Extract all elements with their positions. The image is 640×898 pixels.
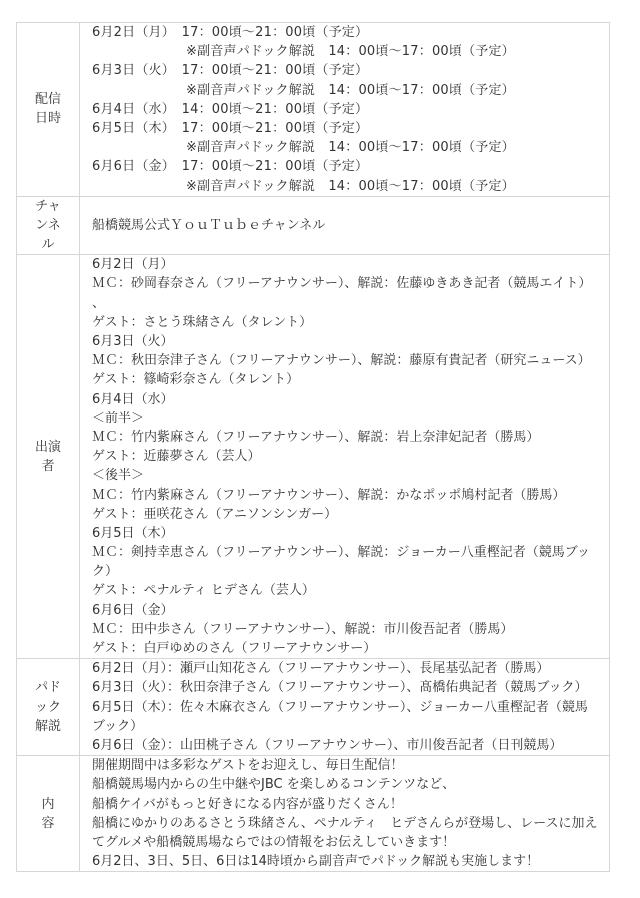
paddock-row [17, 659, 610, 756]
cast-line: ゲスト：ペナルティ ヒデさん（芸人） [92, 583, 315, 599]
schedule-line: ※副音声パドック解説 14：00頃〜17：00頃（予定） [186, 140, 515, 156]
schedule-line: 6月3日（火） 17：00頃〜21：00頃（予定） [92, 63, 369, 79]
schedule-line: ※副音声パドック解説 14：00頃〜17：00頃（予定） [186, 178, 515, 194]
content-description [80, 756, 610, 872]
paddock-label-line: パド [35, 680, 61, 696]
cast-line: ゲスト：さとう珠緒さん（タレント） [92, 314, 313, 330]
content-line: 6月2日、3日、5日、6日は14時頃から副音声でパドック解説も実施します！ [92, 854, 540, 870]
schedule-line: 6月2日（月） 17：00頃〜21：00頃（予定） [92, 25, 369, 40]
schedule-line: 6月4日（水） 14：00頃〜21：00頃（予定） [92, 101, 369, 117]
content-line: 開催期間中は多彩なゲストをお迎えし、毎日生配信！ [92, 758, 404, 774]
paddock-label [17, 659, 80, 756]
schedule-label-line: 配信 [34, 92, 61, 108]
channel-row [17, 196, 610, 255]
cast-label [17, 255, 80, 659]
paddock-line: 6月5日（木）：佐々木麻衣さん（フリーアナウンサー）、ジョーカー八重樫記者（競馬 [92, 699, 588, 715]
cast-line: 、 [92, 295, 106, 311]
cast-line: ゲスト：白戸ゆめのさん（フリーアナウンサー） [92, 641, 377, 656]
channel-name: 船橋競馬公式ＹｏｕＴｕｂｅチャンネル [92, 217, 326, 233]
schedule-line: 6月5日（木） 17：00頃〜21：00頃（予定） [92, 120, 369, 136]
paddock-label-line: ック [34, 699, 61, 715]
event-info-table [16, 22, 610, 872]
cast-label-line: 者 [41, 458, 55, 474]
cast-line: ＜後半＞ [92, 468, 145, 484]
cast-line: ＜前半＞ [92, 410, 145, 426]
schedule-line: 6月6日（金） 17：00頃〜21：00頃（予定） [92, 159, 369, 175]
paddock-line: 6月6日（金）：山田桃子さん（フリーアナウンサー）、市川俊吾記者（日刊競馬） [92, 737, 563, 753]
content-line: 船橋にゆかりのあるさとう珠緒さん、ペナルティ ヒデさんらが登場し、レースに加え [92, 815, 598, 831]
cast-line: 6月6日（金） [92, 602, 174, 618]
cast-line: 6月4日（水） [92, 391, 174, 407]
channel-label-line: ンネ [35, 217, 61, 233]
cast-line: ゲスト：亜咲花さん（アニソンシンガー） [92, 506, 338, 522]
schedule-label [17, 23, 80, 197]
cast-line: ゲスト：近藤夢さん（芸人） [92, 449, 261, 465]
cast-line: ＭＣ：砂岡春奈さん（フリーアナウンサー）、解説：佐藤ゆきあき記者（競馬エイト） [92, 276, 592, 292]
cast-line: 6月3日（火） [92, 334, 174, 349]
cast-line: ＭＣ：竹内紫麻さん（フリーアナウンサー）、解説：かなポッポ鳩村記者（勝馬） [92, 487, 566, 503]
schedule-label-line: 日時 [34, 111, 61, 127]
cast-line: ク） [92, 564, 119, 580]
cast-line: ＭＣ：田中歩さん（フリーアナウンサー）、解説：市川俊吾記者（勝馬） [92, 621, 514, 637]
content-line: 船橋競馬場内からの生中継やJBC を楽しめるコンテンツなど、 [92, 777, 456, 793]
channel-label-line: ル [41, 237, 55, 253]
cast-content [80, 255, 610, 659]
schedule-row [17, 23, 610, 197]
cast-line: ＭＣ：剣持幸恵さん（フリーアナウンサー）、解説：ジョーカー八重樫記者（競馬ブッ [92, 545, 590, 561]
paddock-line: 6月3日（火）：秋田奈津子さん（フリーアナウンサー）、髙橋佑典記者（競馬ブック） [92, 680, 588, 696]
schedule-line: ※副音声パドック解説 14：00頃〜17：00頃（予定） [186, 82, 515, 98]
paddock-line: 6月2日（月）：瀬戸山知花さん（フリーアナウンサー）、長尾基弘記者（勝馬） [92, 661, 550, 677]
schedule-line: ※副音声パドック解説 14：00頃〜17：00頃（予定） [186, 44, 515, 60]
channel-label [17, 196, 80, 255]
paddock-label-line: 解説 [34, 718, 61, 734]
cast-line: ＭＣ：竹内紫麻さん（フリーアナウンサー）、解説：岩上奈津妃記者（勝馬） [92, 429, 540, 445]
channel-label-line: チャ [35, 198, 61, 214]
content-label-line: 内 [41, 796, 55, 812]
cast-row [17, 255, 610, 659]
schedule-content [80, 23, 610, 197]
cast-line: 6月5日（木） [92, 525, 174, 541]
content-label [17, 756, 80, 872]
cast-line: 6月2日（月） [92, 257, 174, 273]
cast-line: ＭＣ：秋田奈津子さん（フリーアナウンサー）、解説：藤原有貴記者（研究ニュース） [92, 353, 591, 369]
content-line: 船橋ケイバがもっと好きになる内容が盛りだくさん！ [92, 796, 403, 812]
content-label-line: 容 [41, 815, 55, 831]
channel-content [80, 196, 610, 255]
cast-label-line: 出演 [34, 439, 61, 455]
paddock-line: ブック） [92, 718, 144, 734]
content-line: てグルメや船橋競馬場ならではの情報をお伝えしていきます！ [92, 834, 456, 850]
paddock-content [80, 659, 610, 756]
cast-line: ゲスト：篠崎彩奈さん（タレント） [92, 372, 300, 388]
content-row [17, 756, 610, 872]
